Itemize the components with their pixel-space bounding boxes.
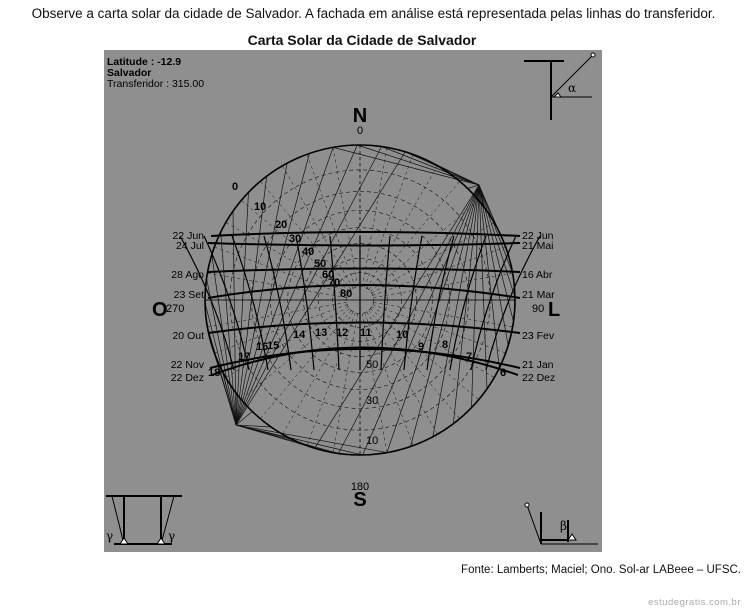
right-date-label: 16 Abr: [522, 269, 553, 281]
gamma-symbol-right: γ: [168, 529, 176, 543]
azimuth-ray: [369, 181, 460, 289]
altitude-label: 30: [289, 233, 302, 245]
south-azimuth: 180: [350, 481, 370, 493]
latitude-label: Latitude : -12.9: [107, 56, 182, 68]
source-text: Fonte: Lamberts; Maciel; Ono. Sol-ar LABeee – UFSC.: [461, 564, 741, 576]
altitude-label: 40: [302, 246, 315, 258]
hour-line: [427, 236, 454, 370]
right-date-label: 21 Mai: [522, 240, 554, 252]
watermark: estudegratis.com.br: [648, 597, 741, 608]
hour-label: 13: [315, 327, 328, 339]
hour-label: 18: [208, 367, 221, 379]
fan-line: [411, 185, 480, 447]
hour-label: 9: [418, 341, 425, 353]
fan-line: [236, 425, 387, 453]
altitude-label: 50: [314, 258, 327, 270]
hour-label: 10: [396, 329, 409, 341]
fan-line: [236, 176, 267, 425]
left-date-label: 22 Jun: [172, 230, 204, 242]
east-label: L: [548, 299, 561, 321]
altitude-label: 20: [275, 219, 288, 231]
hour-label: 11: [360, 327, 372, 339]
south-altitude-label: 30: [366, 395, 379, 407]
hour-label: 14: [293, 329, 306, 341]
altitude-label: 10: [254, 201, 267, 213]
protractor-label: Transferidor : 315.00: [107, 78, 205, 90]
fan-line: [363, 185, 479, 455]
fan-line: [387, 185, 479, 453]
south-altitude-label: 50: [366, 359, 379, 371]
hour-line: [180, 236, 234, 370]
fan-line: [357, 145, 479, 185]
hour-label: 8: [442, 339, 449, 351]
hour-label: 12: [336, 327, 349, 339]
chart-title: Carta Solar da Cidade de Salvador: [247, 32, 477, 48]
fan-line: [212, 255, 236, 425]
hour-labels: [208, 327, 506, 379]
north-azimuth: 0: [356, 125, 364, 137]
west-azimuth: 270: [166, 303, 185, 315]
altitude-label: 60: [322, 269, 335, 281]
sun-chart-diagram: [104, 50, 602, 552]
alpha-angle-diagram: [524, 53, 595, 120]
sun-chart-panel: [104, 50, 602, 552]
beta-symbol: β: [560, 519, 567, 533]
fan-line: [449, 173, 479, 185]
gamma-symbol-left: γ: [106, 529, 114, 543]
hour-label: 7: [466, 351, 473, 363]
hour-label: 17: [238, 351, 251, 363]
right-date-label: 22 Dez: [522, 372, 556, 384]
fan-line: [315, 185, 479, 448]
right-date-label: 22 Jun: [522, 230, 554, 242]
north-label: N: [352, 105, 368, 127]
left-date-label: 22 Dez: [170, 372, 204, 384]
south-label: S: [353, 489, 367, 511]
right-date-label: 21 Mar: [522, 289, 555, 301]
intro-text: Observe a carta solar da cidade de Salvador. A fachada em análise está representada pelas linhas do transferidor.: [31, 6, 716, 21]
hour-label: 16: [256, 341, 269, 353]
fan-line: [236, 152, 405, 425]
altitude-label: 0: [232, 181, 239, 193]
path-jul: [208, 243, 520, 246]
left-date-label: 23 Set: [173, 289, 204, 301]
right-date-label: 21 Jan: [522, 359, 554, 371]
city-label: Salvador: [107, 67, 152, 79]
alpha-symbol: α: [568, 81, 577, 95]
hour-label: 15: [267, 340, 280, 352]
south-altitude-label: 10: [366, 435, 379, 447]
hour-label: 6: [500, 367, 507, 379]
right-date-label: 23 Fev: [522, 330, 555, 342]
fan-line: [479, 185, 487, 389]
left-date-label: 22 Nov: [170, 359, 204, 371]
left-date-label: 20 Out: [172, 330, 204, 342]
path-set: [208, 285, 520, 298]
left-date-label: 28 Ago: [171, 269, 204, 281]
fan-line: [236, 192, 249, 425]
altitude-label: 70: [328, 277, 341, 289]
west-label: O: [152, 299, 168, 321]
left-date-label: 24 Jul: [175, 240, 204, 252]
altitude-label: 80: [340, 288, 353, 300]
east-azimuth: 90: [532, 303, 545, 315]
